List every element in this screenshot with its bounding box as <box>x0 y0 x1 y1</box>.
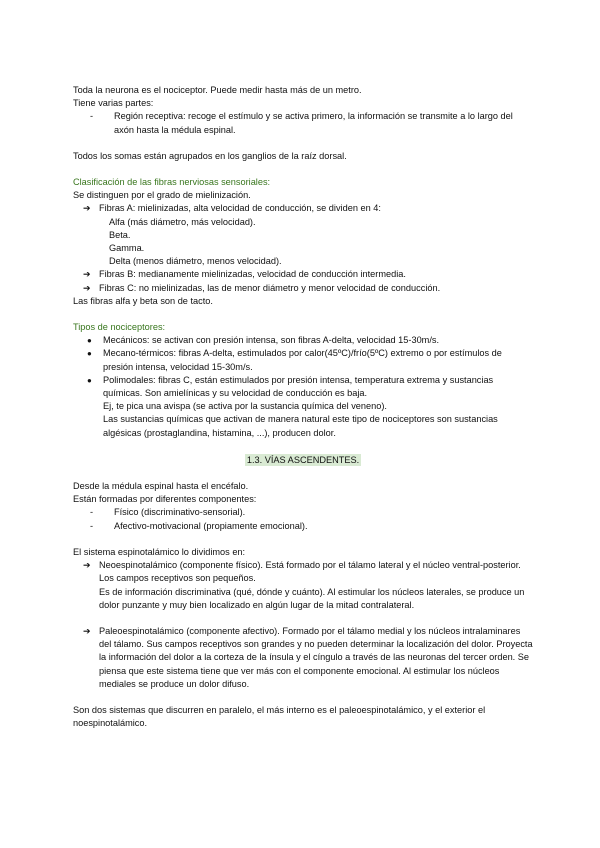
bullet-icon: ● <box>87 349 92 359</box>
list-item-text: Mecano-térmicos: fibras A-delta, estimulados por calor(45ºC)/frío(5ºC) extremo o por estímulos de presión intensa, velocidad 15-30m/s. <box>103 348 502 372</box>
list-item-text: Fibras A: mielinizadas, alta velocidad de conducción, se dividen en 4: <box>99 203 381 214</box>
list-item-text: Mecánicos: se activan con presión intensa, son fibras A-delta, velocidad 15-30m/s. <box>103 335 440 346</box>
bullet-icon: ● <box>87 375 92 385</box>
list-item-neoespinotalamico <box>73 559 533 612</box>
list-item-afectivo <box>73 520 533 533</box>
sub-item-gamma: Gamma. <box>109 243 145 254</box>
intro-line-1: Toda la neurona es el nociceptor. Puede medir hasta más de un metro. <box>73 85 362 95</box>
vias-line-1: Desde la médula espinal hasta el encéfalo. <box>73 481 249 492</box>
clasificacion-tacto: Las fibras alfa y beta son de tacto. <box>73 295 213 306</box>
list-item-text: Afectivo-motivacional (propiamente emocional). <box>114 520 308 531</box>
list-item-mecanicos <box>73 334 533 347</box>
intro-line-2: Tiene varias partes: <box>73 98 154 109</box>
heading-tipos: Tipos de nociceptores: <box>73 322 166 333</box>
list-item-fisico <box>73 506 533 519</box>
vias-line-2: Están formadas por diferentes componentes: <box>73 494 257 505</box>
list-item-paleoespinotalamico <box>73 625 533 691</box>
document-page <box>73 84 533 730</box>
vias-conclusion: Son dos sistemas que discurren en paralelo, el más interno es el paleoespinotalámico, y el exterior el noespinotalámico. <box>73 704 486 729</box>
arrow-icon: ➔ <box>83 269 91 280</box>
arrow-icon: ➔ <box>83 625 91 636</box>
list-item-text: Fibras B: medianamente mielinizadas, velocidad de conducción intermedia. <box>99 269 406 280</box>
list-item-sustancias: Las sustancias químicas que activan de manera natural este tipo de nociceptores son sustancias algésicas (prostaglandina, histamina, ...), producen dolor. <box>103 414 498 438</box>
dash-marker: - <box>90 520 94 531</box>
list-item-text: Neoespinotalámico (componente físico). Está formado por el tálamo lateral y el núcleo ventral-posterior. Los campos receptivos son pequeños. <box>99 560 521 584</box>
list-item-example: Ej, te pica una avispa (se activa por la sustancia química del veneno). <box>103 401 387 412</box>
intro-line-3: Todos los somas están agrupados en los ganglios de la raíz dorsal. <box>73 150 347 161</box>
arrow-icon: ➔ <box>83 282 91 293</box>
list-item-text: Fibras C: no mielinizadas, las de menor diámetro y menor velocidad de conducción. <box>99 282 441 293</box>
sub-item-alfa: Alfa (más diámetro, más velocidad). <box>109 216 256 227</box>
arrow-icon: ➔ <box>83 560 91 571</box>
list-item-fibras-b <box>73 268 533 281</box>
clasificacion-intro: Se distinguen por el grado de mielinización. <box>73 190 251 201</box>
section-title <box>73 454 533 467</box>
list-item-text: Paleoespinotalámico (componente afectivo). Formado por el tálamo medial y los núcleos intralaminares del tálamo. Sus campos receptivos son grandes y no pueden determinar la localización del dolor. Proyecta la información del dolor a la corteza de la ínsula y el cíngulo a través de las neuronas del tercer orden. Se piensa que este sistema tiene que ver más con el componente emocional. Al estimular los núcleos mediales se produce un dolor difuso. <box>99 625 533 689</box>
list-item-text: Físico (discriminativo-sensorial). <box>114 507 246 518</box>
vias-sistema: El sistema espinotalámico lo dividimos en: <box>73 546 246 557</box>
section-title-text: 1.3. VÍAS ASCENDENTES. <box>246 454 360 465</box>
list-item-polimodales <box>73 374 533 440</box>
bullet-icon: ● <box>87 336 92 346</box>
list-item-text: Región receptiva: recoge el estímulo y se activa primero, la información se transmite a lo largo del axón hasta la médula espinal. <box>114 111 513 135</box>
sub-item-delta: Delta (menos diámetro, menos velocidad). <box>109 256 282 267</box>
list-item-fibras-c <box>73 282 533 295</box>
list-item-info: Es de información discriminativa (qué, dónde y cuánto). Al estimular los núcleos laterales, se produce un dolor punzante y muy bien localizado en algún lugar de la mitad contralateral. <box>99 586 525 610</box>
dash-marker: - <box>90 111 94 122</box>
sub-item-beta: Beta. <box>109 229 131 240</box>
list-item-mecano-termicos <box>73 347 533 373</box>
list-item-region-receptiva <box>73 110 533 136</box>
arrow-icon: ➔ <box>83 203 91 214</box>
list-item-fibras-a <box>73 202 533 215</box>
heading-clasificacion: Clasificación de las fibras nerviosas sensoriales: <box>73 177 271 188</box>
list-item-text: Polimodales: fibras C, están estimulados por presión intensa, temperatura extrema y sustancias químicas. Son amielínicas y su velocidad de conducción es baja. <box>103 374 494 399</box>
dash-marker: - <box>90 507 94 518</box>
